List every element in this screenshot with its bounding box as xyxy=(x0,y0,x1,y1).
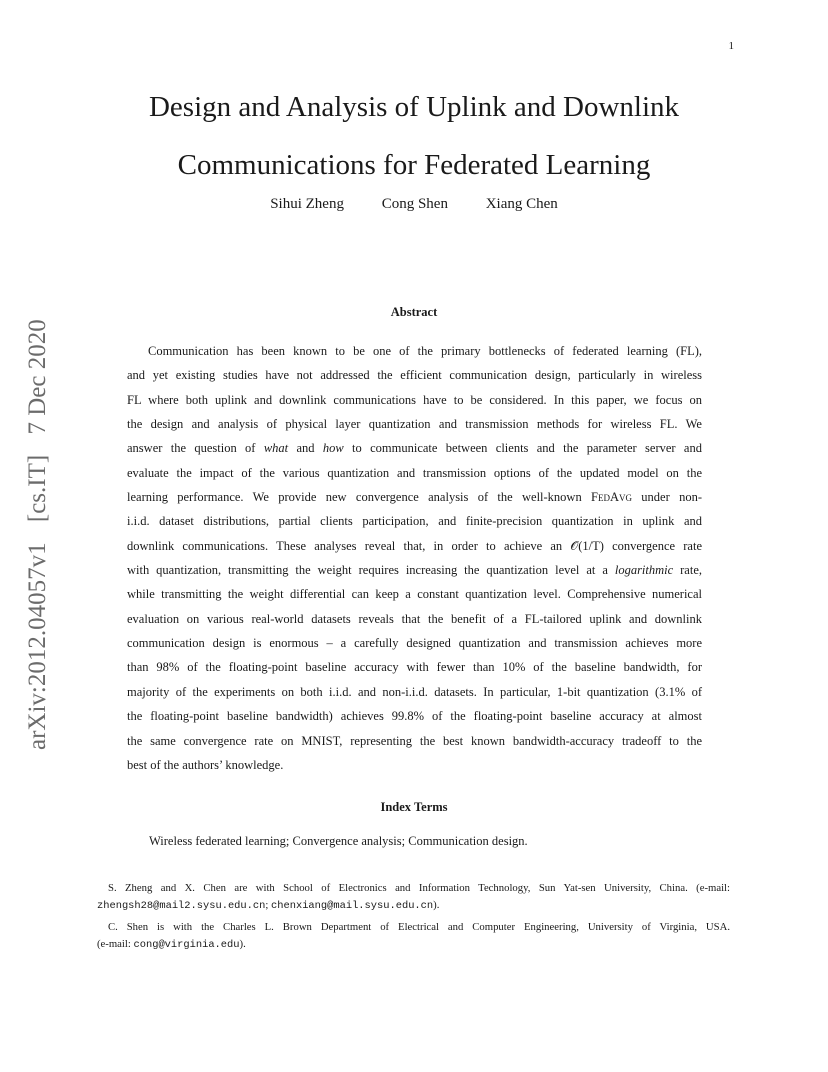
abstract-line: best of the authors’ knowledge. xyxy=(127,757,284,772)
abstract-line: evaluate the impact of the various quantization and transmission options of the updated model on the xyxy=(127,465,702,480)
abstract-line xyxy=(127,436,702,460)
text-run: convergence rate xyxy=(603,538,702,553)
abstract-line: majority of the experiments on both i.i.d. and non-i.i.d. datasets. In particular, 1-bit quantization (3.1% of xyxy=(127,684,702,699)
abstract-line xyxy=(127,534,702,558)
emphasis-logarithmic: logarithmic xyxy=(614,563,674,578)
text-run: under non- xyxy=(632,490,702,505)
abstract-line: than 98% of the floating-point baseline accuracy with fewer than 10% of the baseline bandwidth, for xyxy=(127,660,702,675)
index-terms-text: Wireless federated learning; Convergence analysis; Communication design. xyxy=(149,834,528,848)
footnotes xyxy=(97,880,730,954)
fedavg-name: FedAvg xyxy=(591,490,632,505)
arxiv-id: arXiv:2012.04057v1 xyxy=(24,542,51,750)
closing: ). xyxy=(239,938,246,950)
text-run: rate, xyxy=(673,563,702,578)
email-shen: cong@virginia.edu xyxy=(133,939,240,951)
text-run: answer the question of xyxy=(127,441,264,456)
footnote-line xyxy=(97,897,730,915)
abstract-heading: Abstract xyxy=(390,305,438,319)
abstract-line: evaluation on various real-world datasets reveals that the benefit of a FL-tailored uplink and downlink xyxy=(127,611,702,626)
abstract-body xyxy=(127,339,702,777)
text-run: to communicate between clients and the parameter server and xyxy=(343,441,702,456)
footnote-line: C. Shen is with the Charles L. Brown Department of Electrical and Computer Engineering, University of Virginia, USA. xyxy=(108,921,730,933)
convergence-rate-math: 𝒪(1/T) xyxy=(570,538,604,553)
index-terms-heading: Index Terms xyxy=(380,800,448,814)
abstract-line: and yet existing studies have not addressed the efficient communication design, particularly in wireless xyxy=(127,368,702,383)
email-zheng: zhengsh28@mail2.sysu.edu.cn xyxy=(97,900,266,912)
abstract-line: the same convergence rate on MNIST, representing the best known bandwidth-accuracy tradeoff to the xyxy=(127,733,702,748)
emphasis-how: how xyxy=(322,441,344,456)
title-line-1: Design and Analysis of Uplink and Downlink xyxy=(148,91,679,123)
footnote-affiliation-2 xyxy=(97,919,730,954)
footnote-line xyxy=(97,936,730,954)
emphasis-what: what xyxy=(263,441,289,456)
text-run: downlink communications. These analyses reveal that, in order to achieve an xyxy=(127,538,571,553)
separator: ; xyxy=(265,899,272,911)
footnote-affiliation-1 xyxy=(97,880,730,915)
author: Sihui Zheng xyxy=(270,196,344,212)
paper-title xyxy=(60,78,768,194)
author: Cong Shen xyxy=(381,196,448,212)
abstract-line: while transmitting the weight differential can keep a constant quantization level. Comprehensive numerical xyxy=(127,587,702,602)
arxiv-identifier-stamp xyxy=(18,290,58,750)
abstract-line: communication design is enormous – a carefully designed quantization and transmission achieves more xyxy=(127,636,702,651)
text-run: learning performance. We provide new convergence analysis of the well-known xyxy=(127,490,592,505)
arxiv-category: [cs.IT] xyxy=(24,454,51,523)
author-list xyxy=(0,196,828,213)
email-prefix: (e-mail: xyxy=(97,938,134,950)
abstract-line: Communication has been known to be one of the primary bottlenecks of federated learning (FL), xyxy=(148,344,702,358)
text-run: with quantization, transmitting the weight requires increasing the quantization level at a xyxy=(127,563,615,578)
abstract-line: the design and analysis of physical layer quantization and transmission methods for wireless FL. We xyxy=(127,417,702,432)
arxiv-date: 7 Dec 2020 xyxy=(24,319,51,435)
abstract-line: FL where both uplink and downlink communications have to be considered. In this paper, we focus on xyxy=(127,392,702,407)
abstract-line xyxy=(127,485,702,509)
text-run: and xyxy=(288,441,323,456)
author: Xiang Chen xyxy=(485,196,558,212)
title-line-2: Communications for Federated Learning xyxy=(177,149,651,181)
abstract-line: the floating-point baseline bandwidth) achieves 99.8% of the floating-point baseline accuracy at almost xyxy=(127,709,702,724)
closing: ). xyxy=(433,899,440,911)
abstract-line xyxy=(127,558,702,582)
abstract-line: i.i.d. dataset distributions, partial clients participation, and finite-precision quantization in uplink and xyxy=(127,514,702,529)
footnote-line: S. Zheng and X. Chen are with School of Electronics and Information Technology, Sun Yat-sen University, China. (e-mail: xyxy=(108,882,730,894)
email-chen: chenxiang@mail.sysu.edu.cn xyxy=(271,900,434,912)
page-number: 1 xyxy=(728,40,734,52)
